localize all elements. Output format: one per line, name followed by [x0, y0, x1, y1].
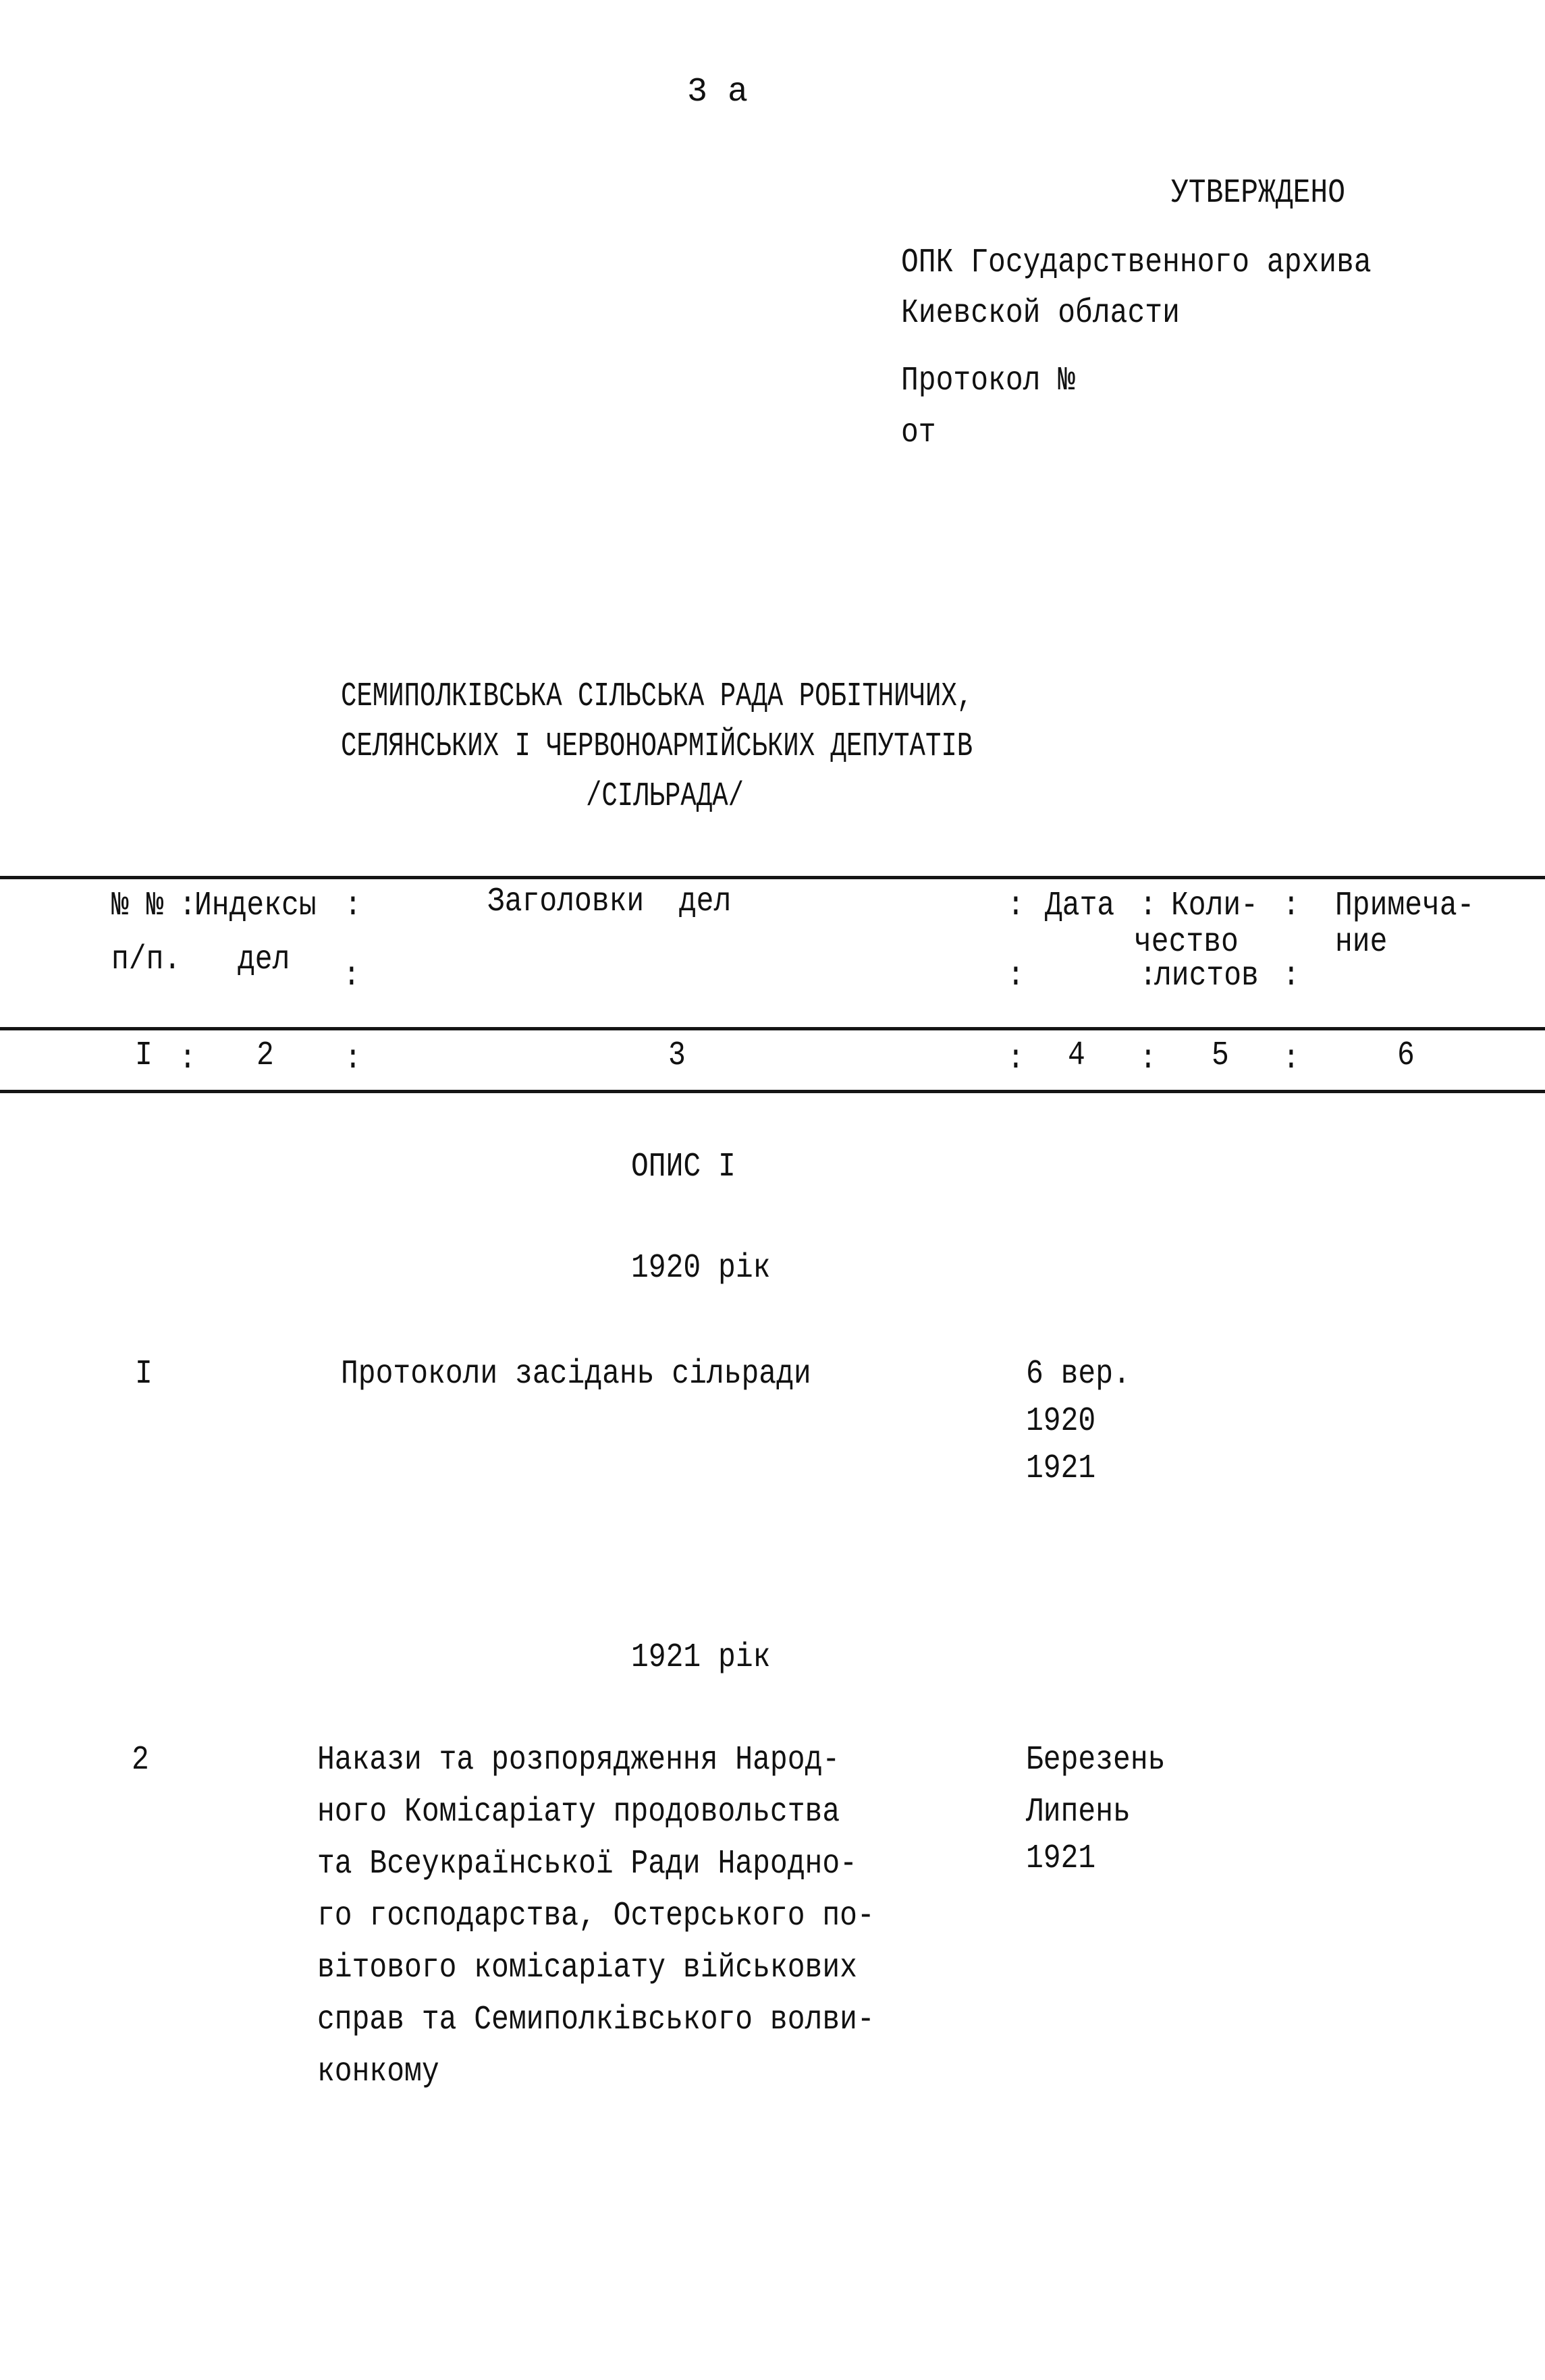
- header-col-index-line2: дел: [238, 941, 290, 979]
- header-col-notes: Примеча-: [1335, 887, 1475, 925]
- header-col-sheets-line2: чество: [1134, 923, 1239, 962]
- entry-number: 2: [132, 1741, 149, 1779]
- entry-date-line: Липень: [1026, 1793, 1131, 1831]
- approval-line: от: [901, 414, 936, 452]
- entry-date-line: 6 вер.: [1026, 1355, 1131, 1393]
- entry-title-line: го господарства, Остерського по-: [317, 1897, 875, 1935]
- year-heading: 1920 рік: [631, 1249, 771, 1288]
- entry-date-line: Березень: [1026, 1741, 1166, 1779]
- approval-line: Киевской области: [901, 294, 1180, 333]
- year-heading: 1921 рік: [631, 1638, 771, 1677]
- approval-heading: УТВЕРЖДЕНО: [1171, 174, 1346, 213]
- column-separator: :: [1282, 957, 1300, 995]
- column-separator: :: [344, 887, 362, 925]
- table-mid-rule: [0, 1027, 1545, 1030]
- column-number: 2: [256, 1036, 274, 1075]
- inventory-label: ОПИС I: [631, 1148, 736, 1186]
- column-separator: :: [1007, 1040, 1025, 1078]
- table-top-rule: [0, 876, 1545, 879]
- entry-date-line: 1921: [1026, 1839, 1096, 1878]
- entry-date-line: 1921: [1026, 1449, 1096, 1488]
- column-separator: :: [1007, 957, 1025, 995]
- page-number: 3 а: [687, 73, 749, 111]
- document-title-line: /СІЛЬРАДА/: [586, 777, 744, 816]
- header-col-sheets-line3: листов: [1154, 957, 1259, 995]
- entry-title-line: конкому: [317, 2053, 439, 2091]
- column-number: 3: [668, 1036, 686, 1075]
- column-separator: :: [344, 1040, 362, 1078]
- header-col-notes-line2: ние: [1335, 923, 1388, 962]
- entry-title-line: та Всеукраїнської Ради Народно-: [317, 1845, 857, 1883]
- entry-date-line: 1920: [1026, 1402, 1096, 1441]
- approval-line: ОПК Государственного архива: [901, 244, 1372, 282]
- header-col-sheets: Коли-: [1171, 887, 1259, 925]
- document-title-line: СЕЛЯНСЬКИХ І ЧЕРВОНОАРМІЙСЬКИХ ДЕПУТАТІВ: [341, 727, 973, 766]
- entry-number: I: [135, 1355, 153, 1393]
- column-separator: :: [179, 1040, 196, 1078]
- column-separator: :: [1139, 887, 1157, 925]
- table-bottom-rule: [0, 1090, 1545, 1093]
- column-separator: :: [1007, 887, 1025, 925]
- column-separator: :: [1139, 1040, 1157, 1078]
- column-separator: :: [1282, 887, 1300, 925]
- column-separator: :: [179, 887, 196, 925]
- header-col-title: Заголовки дел: [487, 883, 732, 921]
- entry-title-line: ного Комісаріату продовольства: [317, 1793, 840, 1831]
- entry-title-line: справ та Семиполківського волви-: [317, 2001, 875, 2039]
- column-number: 4: [1068, 1036, 1085, 1075]
- column-separator: :: [1282, 1040, 1300, 1078]
- entry-title-line: вітового комісаріату військових: [317, 1949, 857, 1987]
- entry-title: Протоколи засідань сільради: [341, 1355, 811, 1393]
- document-title-line: СЕМИПОЛКІВСЬКА СІЛЬСЬКА РАДА РОБІТНИЧИХ,: [341, 677, 973, 716]
- header-col-number-line2: п/п.: [111, 941, 182, 979]
- column-number: I: [135, 1036, 153, 1075]
- column-number: 6: [1397, 1036, 1415, 1075]
- column-separator: :: [1139, 957, 1157, 995]
- column-number: 5: [1212, 1036, 1229, 1075]
- header-col-index: Индексы: [194, 887, 317, 925]
- header-col-number: № №: [111, 887, 164, 925]
- column-separator: :: [343, 957, 360, 995]
- approval-line: Протокол №: [901, 362, 1076, 400]
- entry-title-line: Накази та розпорядження Народ-: [317, 1741, 840, 1779]
- header-col-date: Дата: [1045, 887, 1115, 925]
